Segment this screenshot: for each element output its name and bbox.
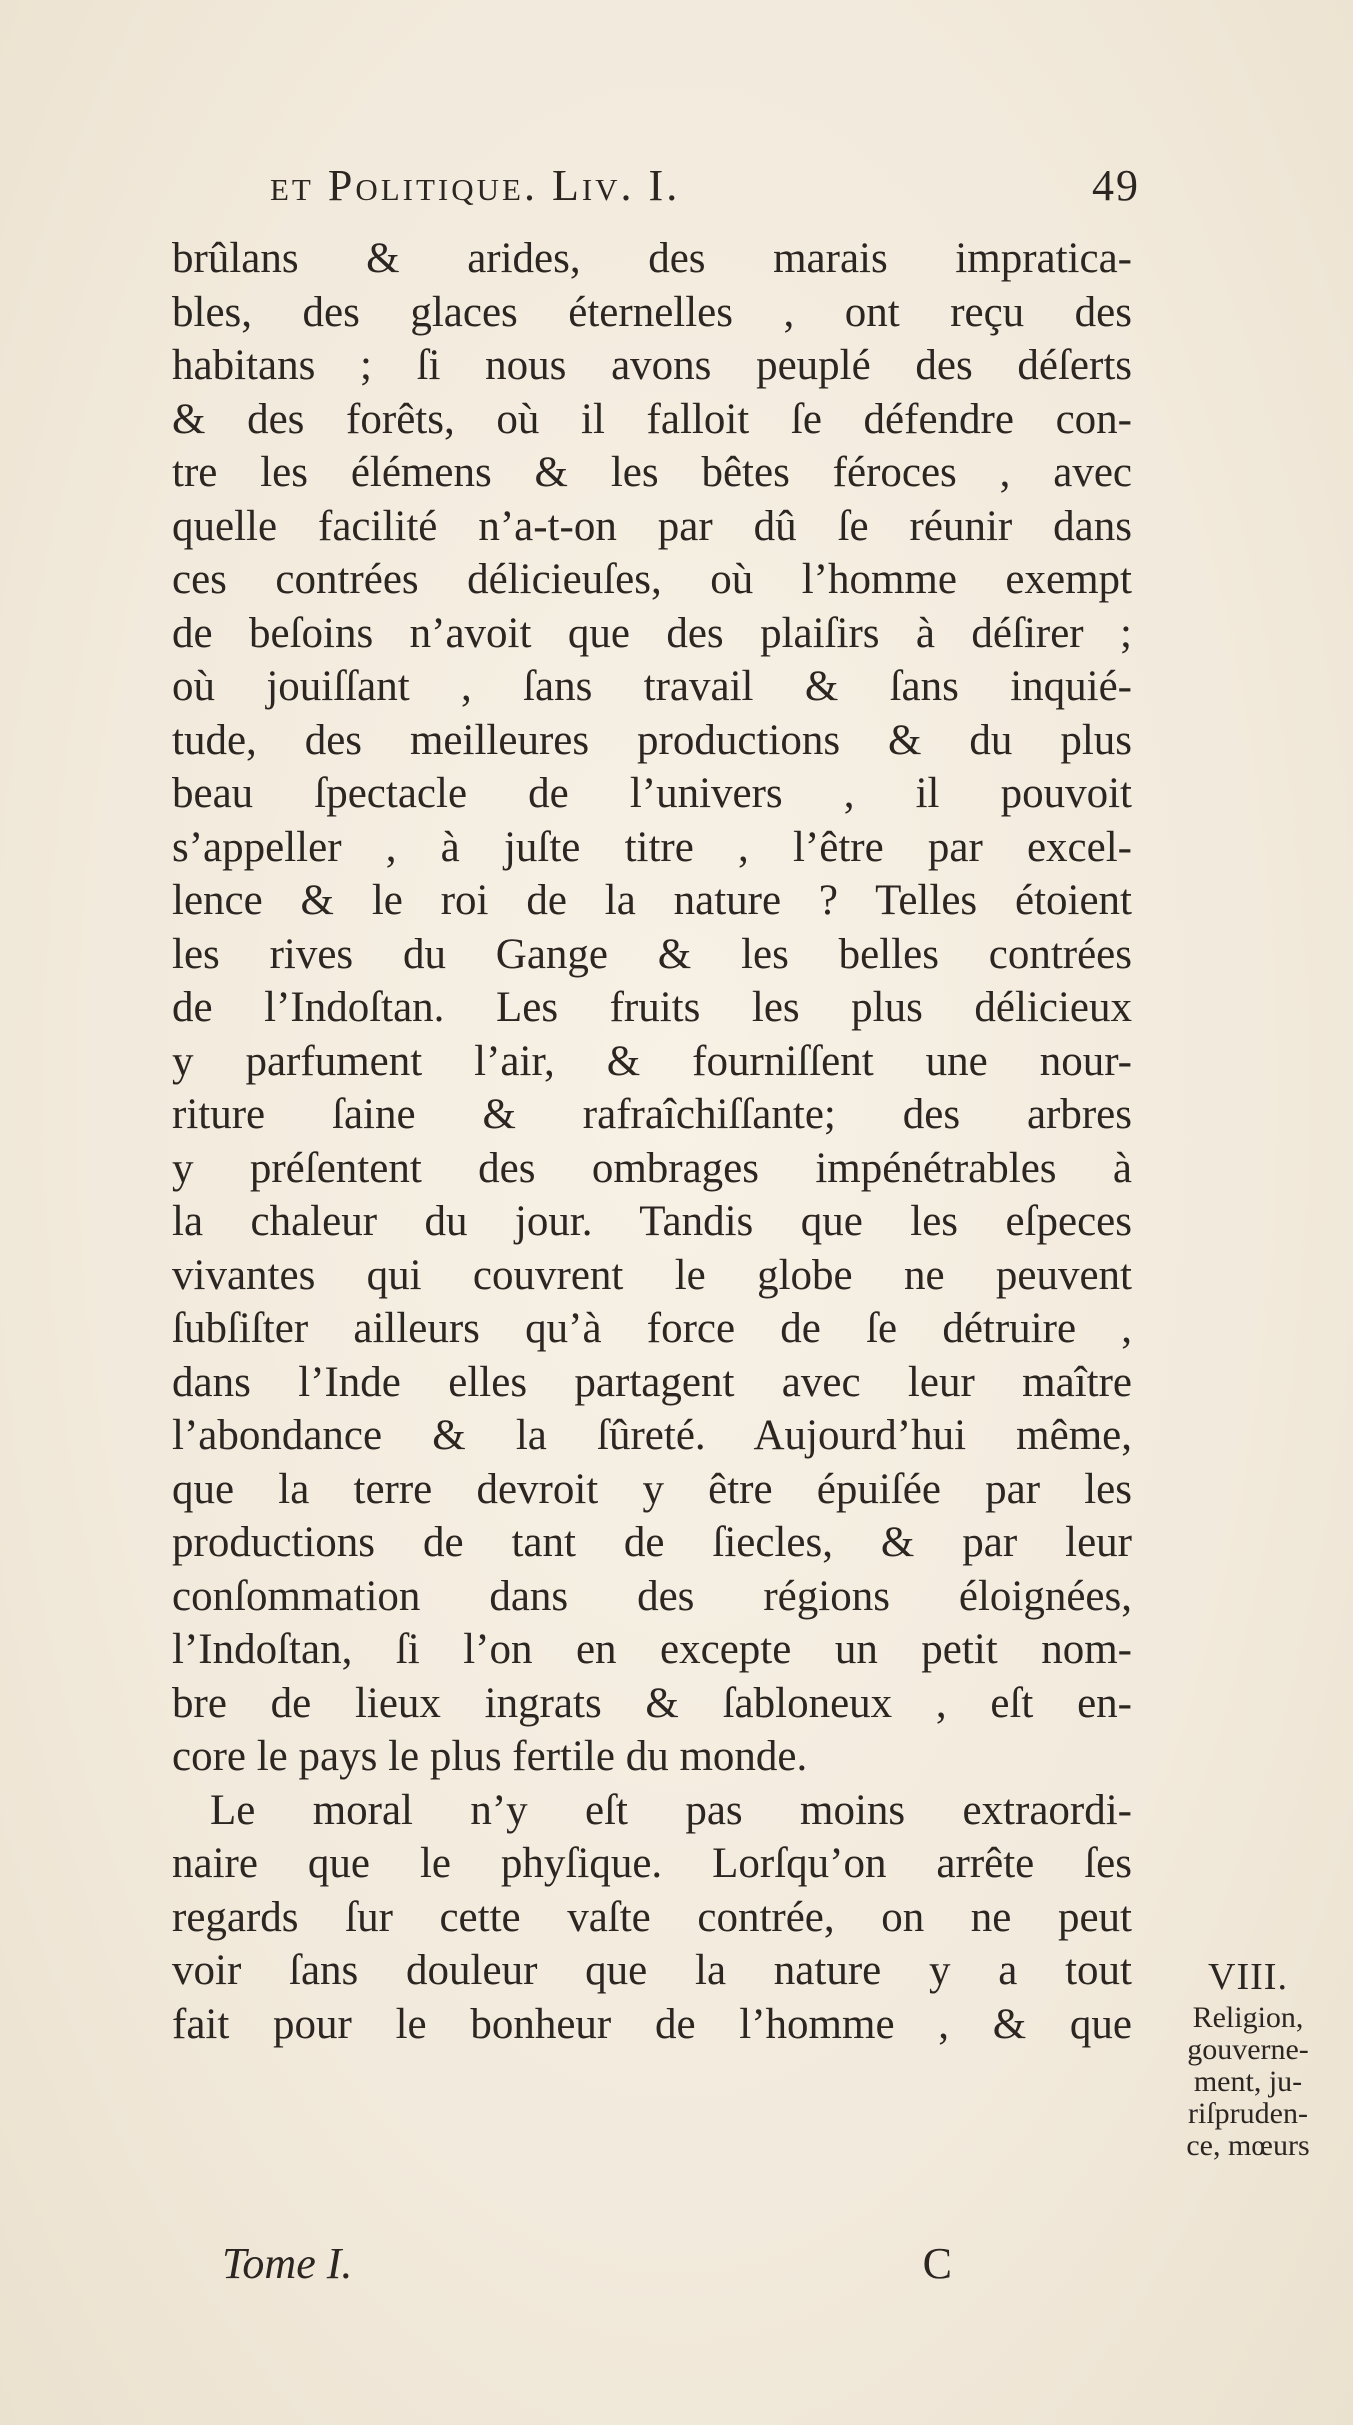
text-line: lence & le roi de la nature ? Telles étoient — [172, 877, 1132, 924]
signature-mark: C — [922, 2239, 952, 2288]
text-line: de beſoins n’avoit que des plaiſirs à déſirer ; — [172, 609, 1132, 657]
text-line: l’abondance & la ſûreté. Aujourd’hui même, — [172, 1412, 1132, 1459]
text-line: brûlans & arides, des marais impratica- — [172, 235, 1132, 282]
text-line: bles, des glaces éternelles , ont reçu des — [172, 288, 1132, 336]
text-line: quelle facilité n’a-t-on par dû ſe réunir dans — [172, 502, 1132, 550]
text-line: tude, des meilleures productions & du plus — [172, 716, 1132, 764]
running-header — [270, 160, 1140, 220]
margin-note-line: riſpruden- — [1188, 2097, 1308, 2130]
margin-note — [1158, 1952, 1338, 2162]
paragraph-start-line: Le moral n’y eſt pas moins extraordi- — [210, 1786, 1132, 1834]
text-line: dans l’Inde elles partagent avec leur maître — [172, 1358, 1132, 1406]
text-line: s’appeller , à juſte titre , l’être par excel- — [172, 823, 1132, 871]
text-line: tre les élémens & les bêtes féroces , avec — [172, 449, 1132, 496]
text-line: la chaleur du jour. Tandis que les eſpeces — [172, 1198, 1132, 1245]
volume-label: Tome I. — [222, 2239, 353, 2288]
body-text — [172, 232, 1132, 2051]
paragraph-end-line: core le pays le plus fertile du monde. — [172, 1733, 808, 1780]
running-title: et Politique. Liv. I. — [270, 161, 681, 210]
text-line: productions de tant de ſiecles, & par leur — [172, 1519, 1132, 1566]
margin-note-line: ment, ju- — [1193, 2065, 1303, 2098]
margin-note-number: VIII. — [1208, 1956, 1288, 1998]
text-line: & des forêts, où il falloit ſe défendre con- — [172, 395, 1132, 443]
page-footer — [222, 2238, 952, 2298]
text-line: y préſentent des ombrages impénétrables à — [172, 1144, 1132, 1192]
text-line: de l’Indoſtan. Les fruits les plus délicieux — [172, 984, 1132, 1031]
margin-note-line: Religion, — [1192, 2001, 1304, 2034]
text-line: beau ſpectacle de l’univers , il pouvoit — [172, 770, 1132, 817]
text-line: y parfument l’air, & fourniſſent une nour- — [172, 1037, 1132, 1085]
page-number: 49 — [1092, 161, 1140, 210]
margin-note-line: gouverne- — [1187, 2033, 1309, 2066]
text-line: regards ſur cette vaſte contrée, on ne peut — [172, 1893, 1132, 1941]
text-line: voir ſans douleur que la nature y a tout — [172, 1947, 1132, 1994]
text-line: les rives du Gange & les belles contrées — [172, 930, 1132, 978]
text-line: habitans ; ſi nous avons peuplé des déſerts — [172, 342, 1132, 389]
text-line: bre de lieux ingrats & ſabloneux , eſt en- — [172, 1679, 1132, 1727]
text-line: où jouiſſant , ſans travail & ſans inquié- — [172, 663, 1132, 710]
text-line: conſommation dans des régions éloignées, — [172, 1572, 1132, 1620]
text-line: que la terre devroit y être épuiſée par les — [172, 1465, 1132, 1513]
text-line: riture ſaine & rafraîchiſſante; des arbres — [172, 1091, 1132, 1138]
margin-note-line: ce, mœurs — [1186, 2129, 1310, 2162]
text-line: naire que le phyſique. Lorſqu’on arrête ſes — [172, 1840, 1132, 1887]
text-line: fait pour le bonheur de l’homme , & que — [172, 2000, 1132, 2048]
text-line: ces contrées délicieuſes, où l’homme exempt — [172, 556, 1132, 603]
text-line: l’Indoſtan, ſi l’on en excepte un petit nom- — [172, 1626, 1132, 1673]
text-line: ſubſiſter ailleurs qu’à force de ſe détruire , — [172, 1305, 1132, 1352]
text-line: vivantes qui couvrent le globe ne peuvent — [172, 1251, 1132, 1299]
